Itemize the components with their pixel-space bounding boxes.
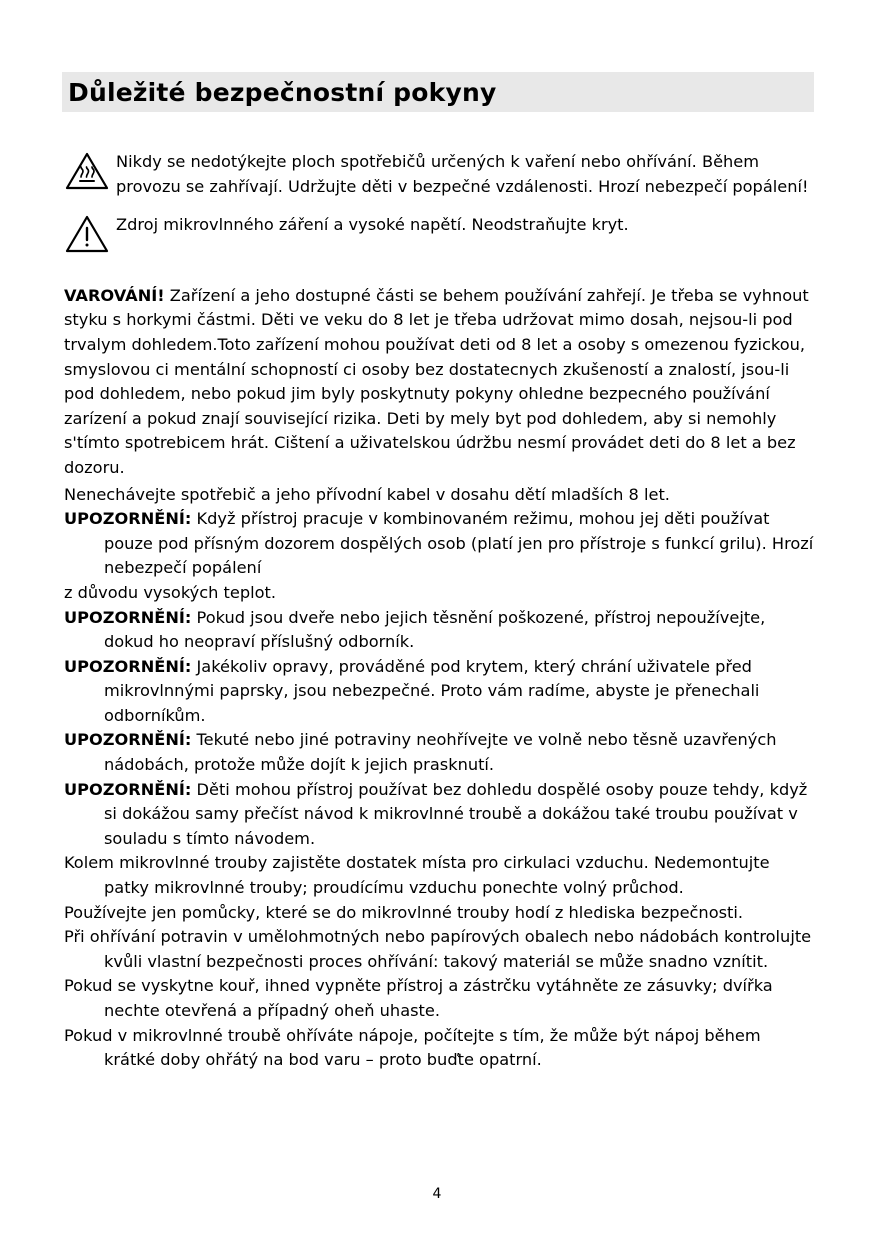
warning-radiation-text: Zdroj mikrovlnného záření a vysoké napětí. Neodstraňujte kryt. [116,215,629,235]
body-paragraph: Používejte jen pomůcky, které se do mikrovlnné trouby hodí z hlediska bezpečnosti. [64,902,744,922]
caution-item [64,606,814,655]
caution-extra-line [64,581,814,606]
caution-label: UPOZORNĚNÍ: [64,779,192,799]
caution-text: Děti mohou přístroj používat bez dohledu dospělé osoby pouze tehdy, když si dokážou samy přečíst návod k mikrovlnné troubě a dokážou také troubu používat v souladu s tímto návodem. [104,779,808,848]
warning-radiation [64,213,814,262]
warning-hot-surface-text: Nikdy se nedotýkejte ploch spotřebičů určených k vaření nebo ohřívání. Během provozu se zahřívají. Udržujte děti v bezpečné vzdálenosti. Hrozí nebezpečí popálení! [116,152,809,196]
page-title: Důležité bezpečnostní pokyny [68,77,497,107]
caution-item [64,728,814,777]
warning-hot-surface [64,150,814,199]
caution-item [64,655,814,729]
caution-label: UPOZORNĚNÍ: [64,509,192,529]
caution-label: UPOZORNĚNÍ: [64,730,192,750]
document-body [64,150,814,1073]
caution-item [64,778,814,852]
body-paragraph: Kolem mikrovlnné trouby zajistěte dostatek místa pro cirkulaci vzduchu. Nedemontujte patky mikrovlnné trouby; proudícímu vzduchu ponechte volný průchod. [64,853,770,898]
hot-surface-warning-icon [64,151,110,199]
caution-label: UPOZORNĚNÍ: [64,656,192,676]
varovani-text: Zařízení a jeho dostupné části se behem používání zahřejí. Je třeba se vyhnout styku s horkymi částmi. Děti ve veku do 8 let je třeba udržovat mimo dosah, nejsou-li pod trvalym dohledem.Toto zařízení mohou používat deti od 8 let a osoby s omezenou fyzickou, smyslovou ci mentální schopností ci osoby bez dostatecnych zkušeností a znalostí, jsou-li pod dohledem, nebo pokud jim byly poskytnuty pokyny ohledne bezpecného používání zarízení a pokud znají související rizika. Deti by mely byt pod dohledem, aby si nemohly s'tímto spotrebicem hrát. Cištení a uživatelskou údržbu nesmí provádet deti do 8 let a bez dozoru. [64,285,809,477]
body-paragraph: Pokud v mikrovlnné troubě ohříváte nápoje, počítejte s tím, že může být nápoj během krátké doby ohřátý na bod varu – proto buďte opatrní. [64,1025,761,1070]
page-number: 4 [432,1186,442,1202]
general-warning-triangle-icon [64,214,110,262]
caution-label: UPOZORNĚNÍ: [64,607,192,627]
note-cable: Nenechávejte spotřebič a jeho přívodní kabel v dosahu dětí mladších 8 let. [64,484,670,504]
caution-text: Pokud jsou dveře nebo jejich těsnění poškozené, přístroj nepoužívejte, dokud ho neopraví příslušný odborník. [104,607,766,652]
page-title-bar [62,72,814,112]
body-paragraph: Při ohřívání potravin v umělohmotných nebo papírových obalech nebo nádobách kontrolujte kvůli vlastní bezpečnosti proces ohřívání: takový materiál se může snadno vznítit. [64,927,812,971]
caution-text: Když přístroj pracuje v kombinovaném režimu, mohou jej děti používat pouze pod přísným dozorem dospělých osob (platí jen pro přístroje s funkcí grilu). Hrozí nebezpečí popálení [104,509,814,578]
caution-item [64,507,814,581]
caution-text: Tekuté nebo jiné potraviny neohřívejte ve volně nebo těsně uzavřených nádobách, protože může dojít k jejich prasknutí. [104,730,777,775]
varovani-paragraph [64,284,814,481]
body-paragraph: Pokud se vyskytne kouř, ihned vypněte přístroj a zástrčku vytáhněte ze zásuvky; dvířka nechte otevřená a případný oheň uhaste. [64,976,773,1020]
caution-text: Jakékoliv opravy, prováděné pod krytem, který chrání uživatele před mikrovlnnými paprsky, jsou nebezpečné. Proto vám radíme, abyste je přenechali odborníkům. [104,656,760,725]
caution-extra-text: z důvodu vysokých teplot. [64,582,276,602]
varovani-label: VAROVÁNÍ! [64,285,165,305]
